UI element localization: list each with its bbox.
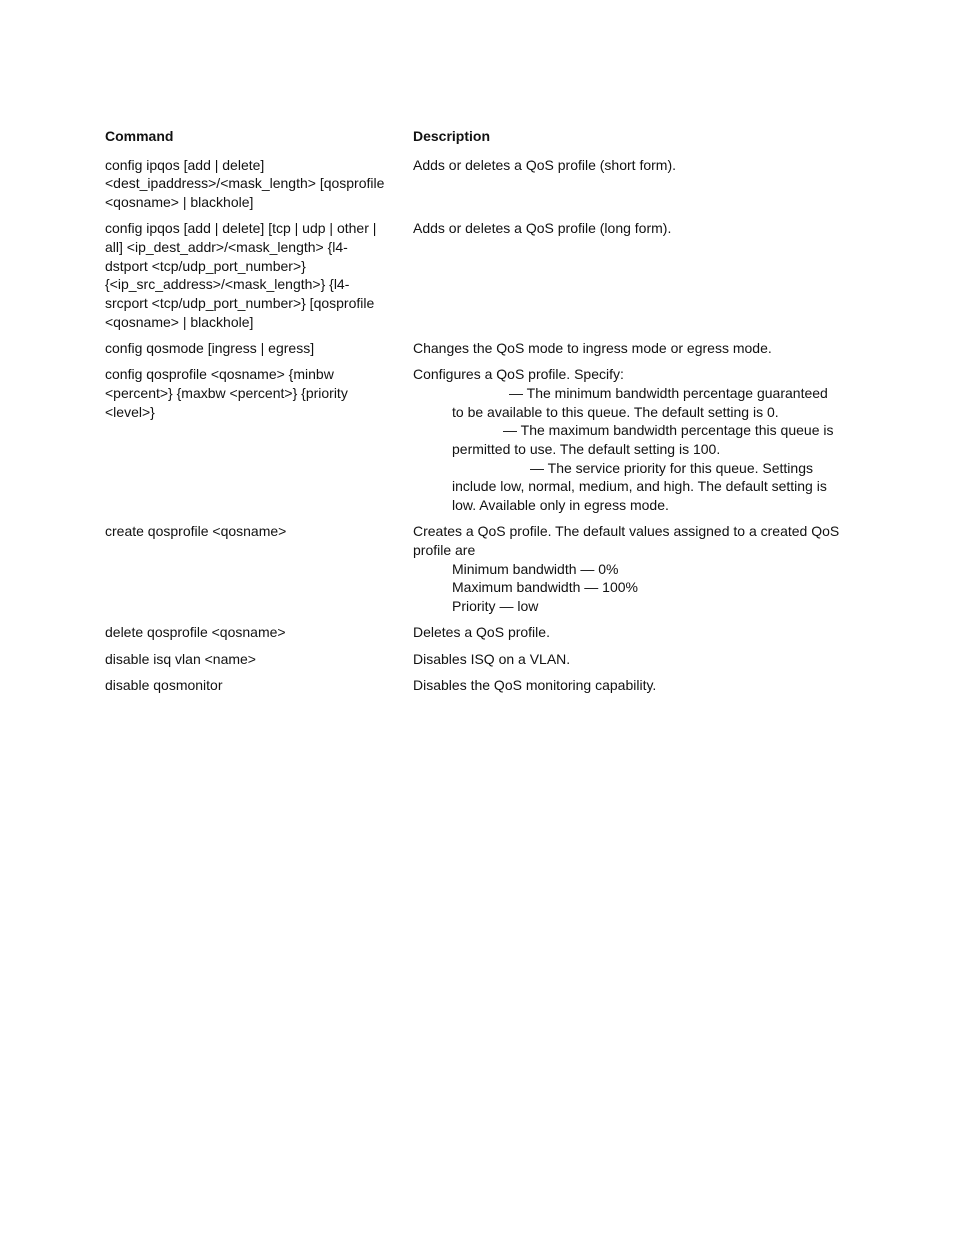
description-cell (413, 522, 865, 616)
maxbw-text: — The maximum bandwidth percentage this queue is (503, 422, 834, 439)
command-line: srcport <tcp/udp_port_number>} [qosprofile (105, 295, 375, 312)
priority-description (413, 459, 865, 478)
description-cell (413, 623, 865, 642)
command-cell (105, 219, 405, 331)
default-value: Priority — low (452, 598, 539, 615)
command-table (105, 127, 865, 702)
description-cell (413, 219, 865, 331)
maxbw-description-cont: permitted to use. The default setting is 100. (452, 441, 721, 458)
priority-description-cont: include low, normal, medium, and high. The default setting is (452, 478, 827, 495)
description-line: Disables the QoS monitoring capability. (413, 676, 657, 693)
table-row (105, 219, 865, 331)
table-row (105, 522, 865, 616)
command-line: <qosname> | blackhole] (105, 313, 254, 330)
description-cell (413, 365, 865, 515)
description-line: Disables ISQ on a VLAN. (413, 650, 571, 667)
command-line: dstport <tcp/udp_port_number>} (105, 257, 306, 274)
command-line: disable isq vlan <name> (105, 650, 256, 667)
table-row (105, 623, 865, 642)
minbw-description-cont: to be available to this queue. The default setting is 0. (452, 403, 779, 420)
command-line: all] <ip_dest_addr>/<mask_length> {l4- (105, 239, 348, 256)
description-column-header: Description (413, 128, 491, 144)
table-row (105, 156, 865, 212)
table-row (105, 650, 865, 669)
table-header-row (105, 127, 865, 146)
command-line: create qosprofile <qosname> (105, 523, 287, 540)
command-column-header: Command (105, 128, 174, 144)
table-row (105, 676, 865, 695)
minbw-description (413, 384, 865, 403)
command-cell (105, 650, 405, 669)
command-line: delete qosprofile <qosname> (105, 624, 286, 641)
description-cell (413, 339, 865, 358)
description-cell (413, 156, 865, 212)
priority-text: — The service priority for this queue. Settings (530, 459, 813, 476)
default-value: Minimum bandwidth — 0% (452, 560, 619, 577)
maxbw-description (413, 421, 865, 440)
description-line: Adds or deletes a QoS profile (short form). (413, 156, 676, 173)
command-line: <qosname> | blackhole] (105, 194, 254, 211)
description-intro: Creates a QoS profile. The default values assigned to a created QoS (413, 523, 840, 540)
command-line: disable qosmonitor (105, 676, 223, 693)
description-cell (413, 676, 865, 695)
command-line: <level>} (105, 403, 155, 420)
command-line: <percent>} {maxbw <percent>} {priority (105, 384, 348, 401)
command-line: config ipqos [add | delete] (105, 156, 265, 173)
command-line: config ipqos [add | delete] [tcp | udp | other | (105, 220, 377, 237)
command-cell (105, 339, 405, 358)
command-line: config qosprofile <qosname> {minbw (105, 366, 334, 383)
description-line: Adds or deletes a QoS profile (long form). (413, 220, 672, 237)
default-value: Maximum bandwidth — 100% (452, 579, 638, 596)
description-line: Changes the QoS mode to ingress mode or egress mode. (413, 340, 772, 357)
description-line: Deletes a QoS profile. (413, 624, 550, 641)
command-cell (105, 365, 405, 515)
command-line: {<ip_src_address>/<mask_length>} {l4- (105, 276, 350, 293)
table-row (105, 339, 865, 358)
description-intro: profile are (413, 542, 476, 559)
command-line: <dest_ipaddress>/<mask_length> [qosprofile (105, 175, 385, 192)
description-cell (413, 650, 865, 669)
command-cell (105, 522, 405, 616)
command-cell (105, 623, 405, 642)
command-cell (105, 676, 405, 695)
priority-description-cont: low. Available only in egress mode. (452, 497, 669, 514)
minbw-text: — The minimum bandwidth percentage guaranteed (509, 384, 828, 401)
command-cell (105, 156, 405, 212)
description-intro: Configures a QoS profile. Specify: (413, 366, 624, 383)
command-line: config qosmode [ingress | egress] (105, 340, 315, 357)
table-row (105, 365, 865, 515)
